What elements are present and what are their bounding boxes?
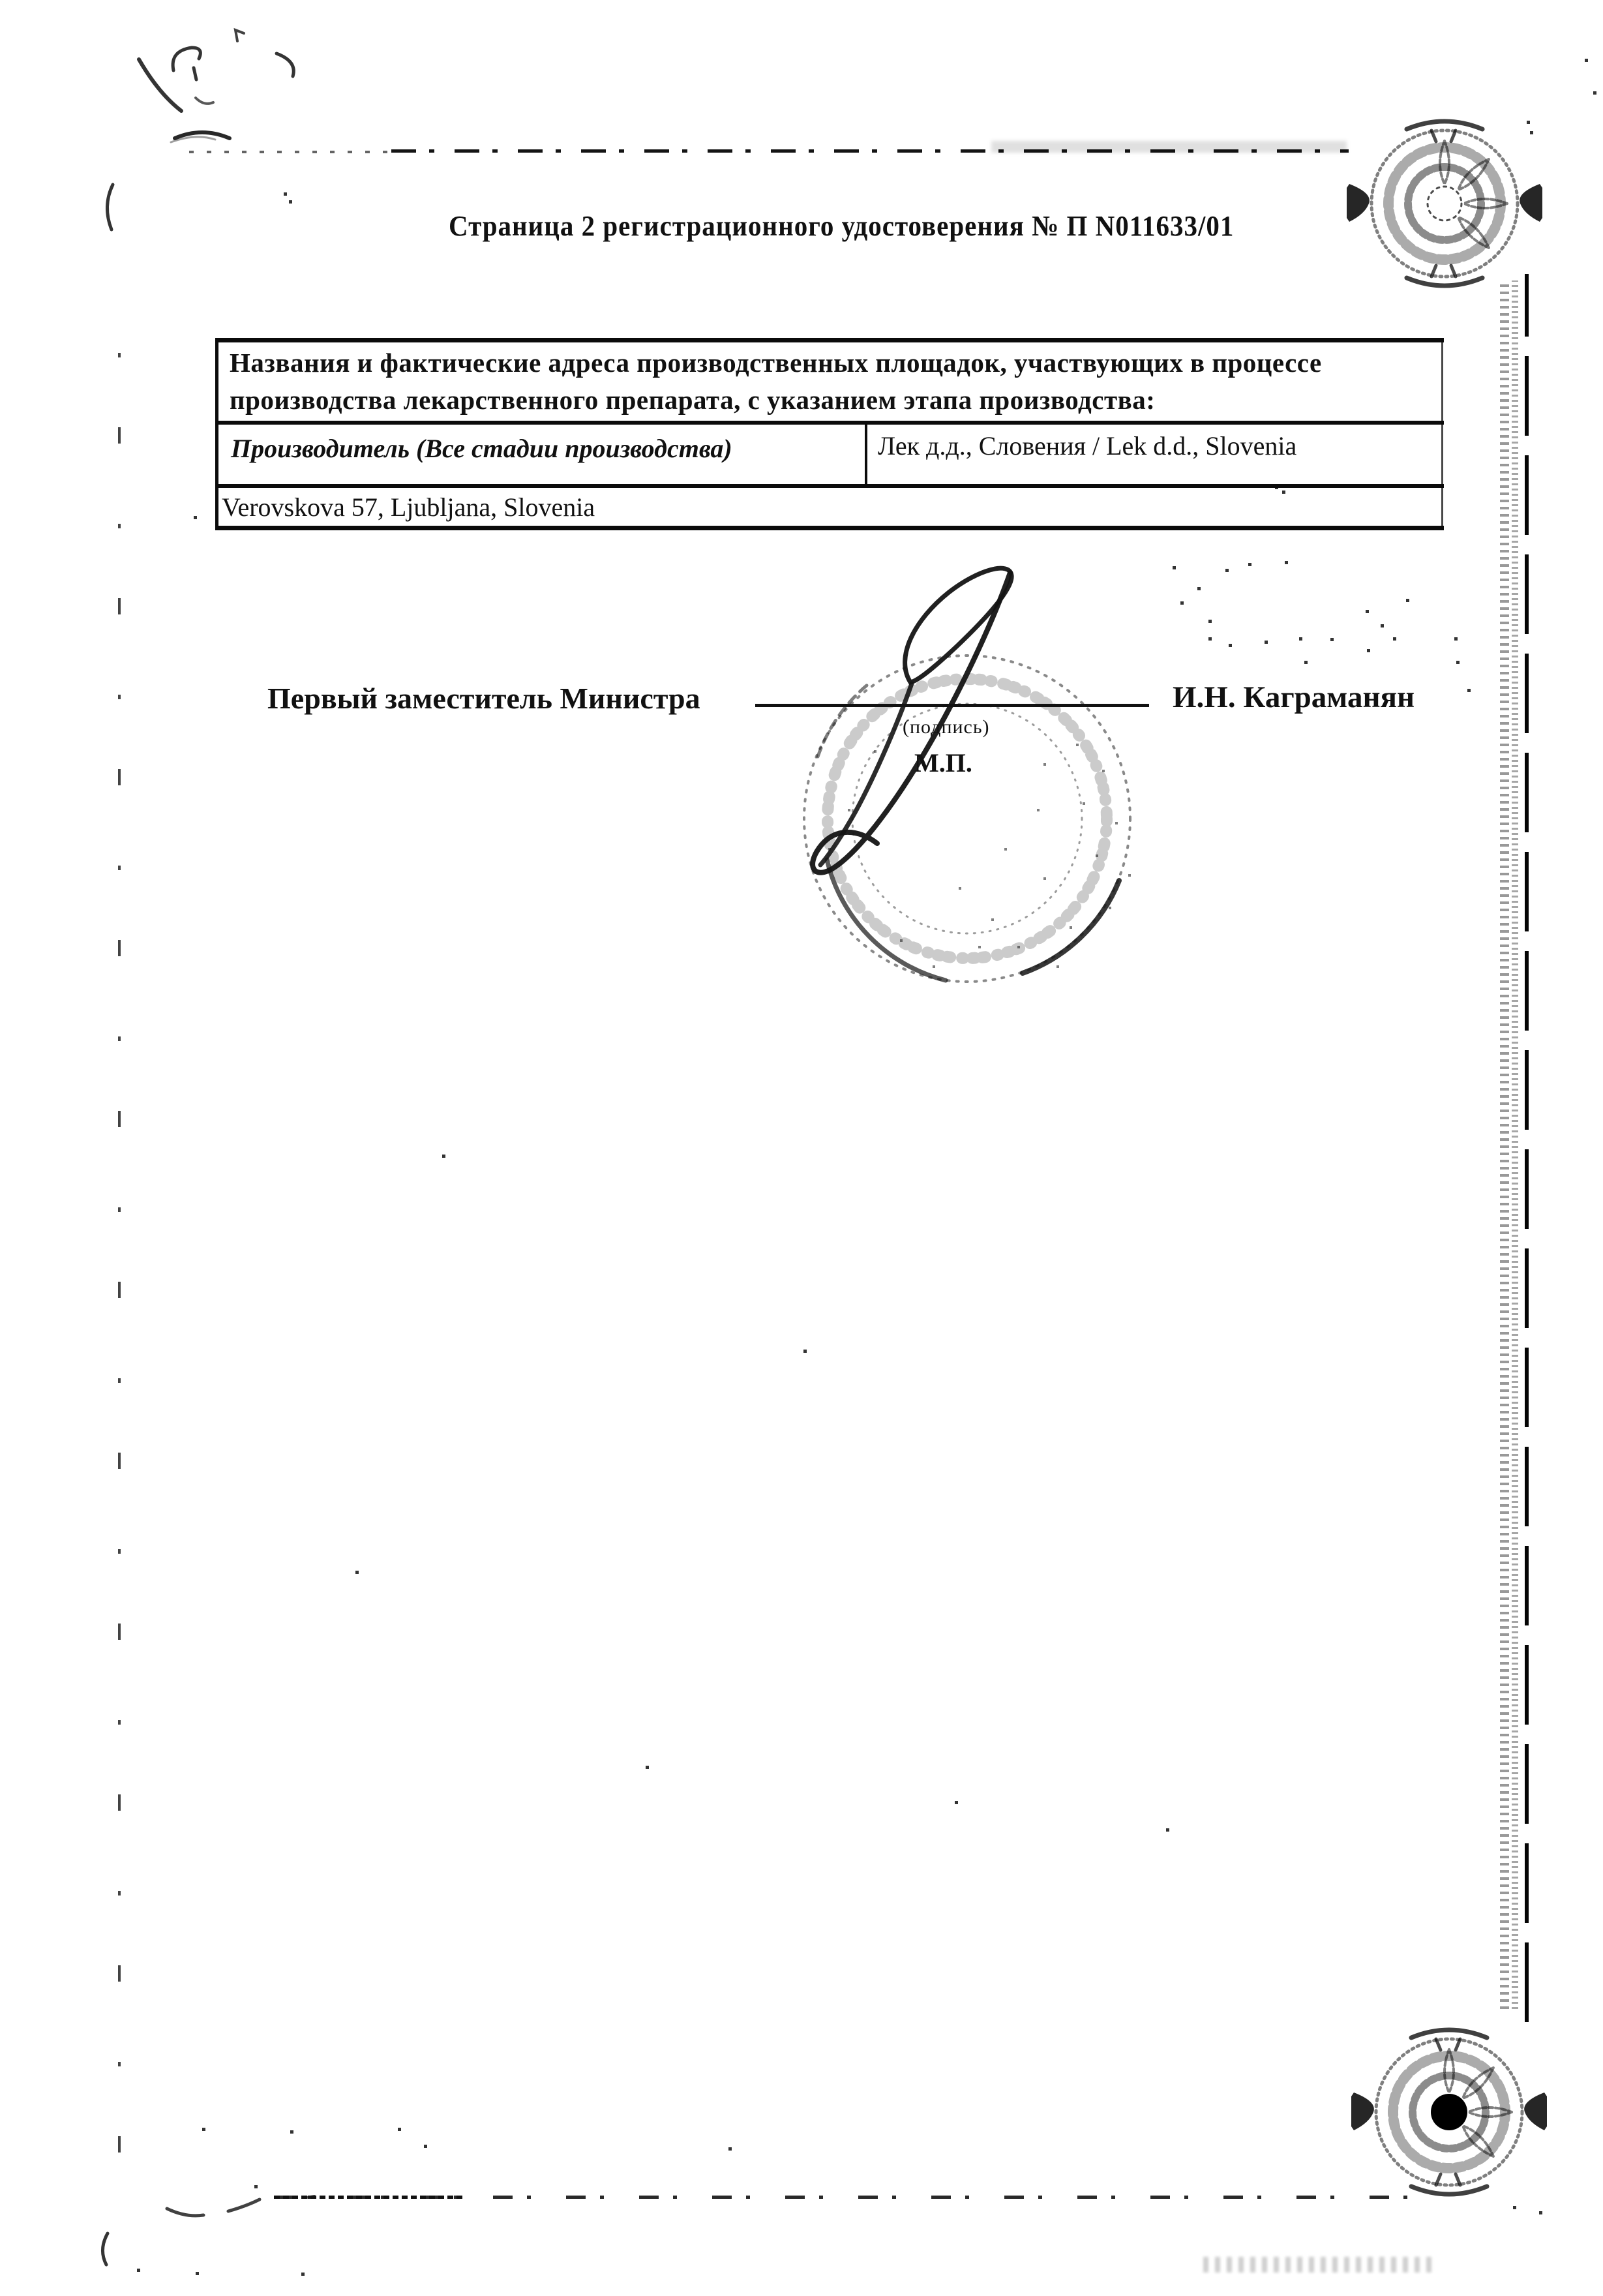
stamp-place-caption: М.П.: [914, 748, 972, 778]
signature-caption: (подпись): [903, 716, 990, 738]
table-cell-address: Verovskova 57, Ljubljana, Slovenia: [222, 492, 595, 522]
table-cell-manufacturer-value: Лек д.д., Словения / Lek d.d., Slovenia: [878, 431, 1297, 461]
signer-name: И.Н. Каграманян: [1173, 680, 1415, 714]
table-title: Названия и фактические адреса производственных площадок, участвующих в процессе производства лекарственного препарата, с указанием этапа производства:: [230, 348, 1322, 415]
table-cell-manufacturer-label: Производитель (Все стадии производства): [231, 434, 732, 463]
page-title: Страница 2 регистрационного удостоверения № П N011633/01: [449, 209, 1235, 242]
signer-position-label: Первый заместитель Министра: [267, 682, 700, 715]
